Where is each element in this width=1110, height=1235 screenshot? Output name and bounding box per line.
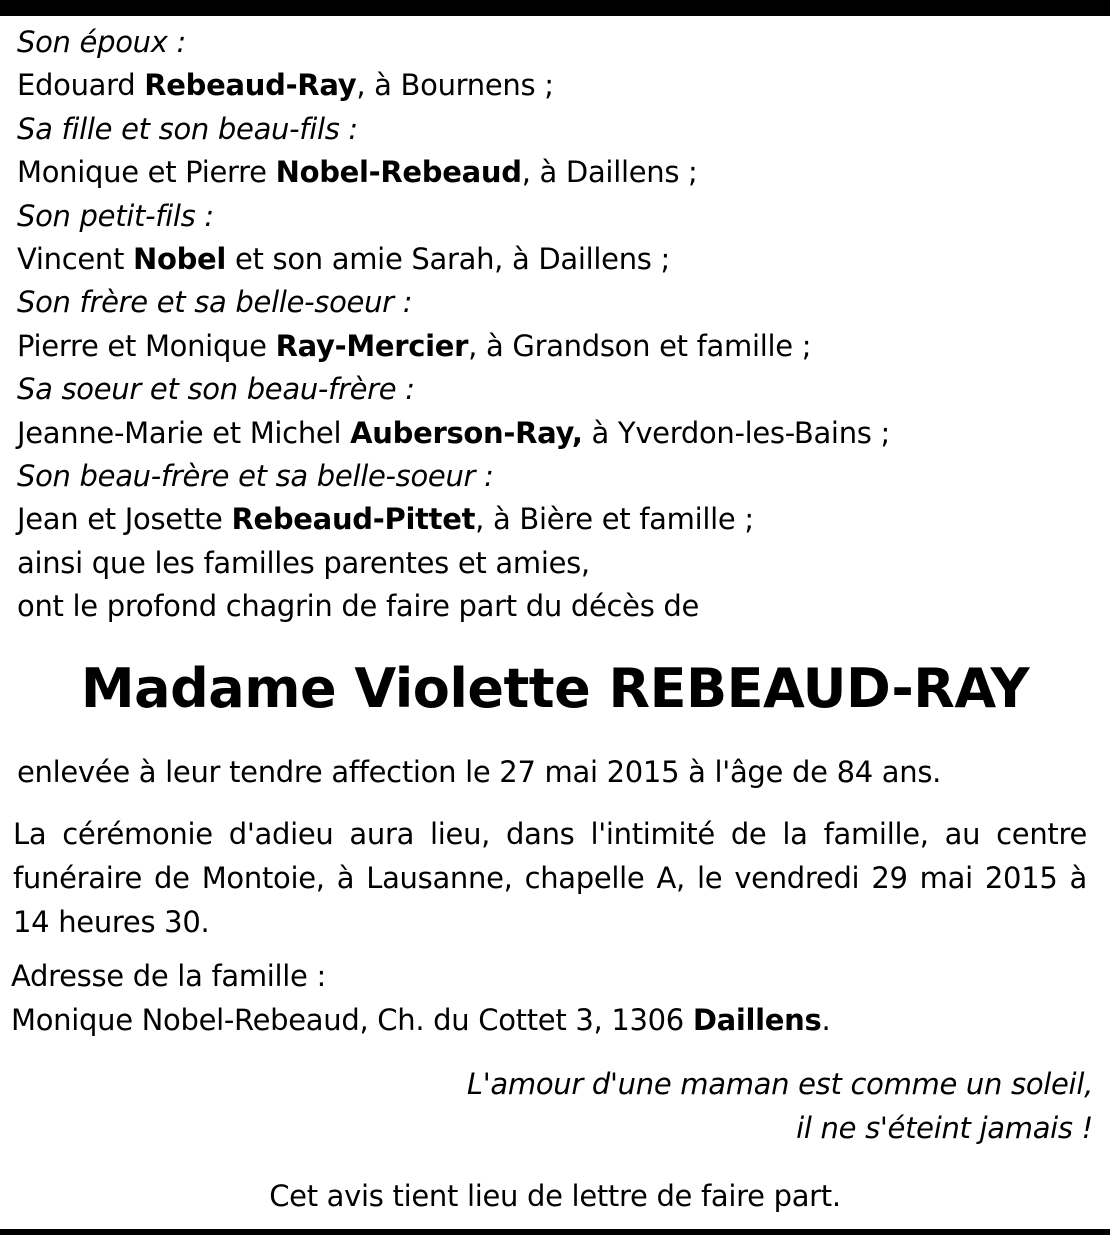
address-label: Adresse de la famille : (11, 959, 326, 993)
member-surname: Rebeaud-Pittet (231, 502, 476, 537)
address-end: . (821, 1003, 831, 1037)
family-list (17, 21, 1097, 628)
member-surname: Nobel-Rebeaud (275, 155, 522, 190)
member-place: et son amie Sarah, à Daillens ; (226, 241, 670, 276)
address-line (11, 998, 830, 1042)
relation-label: Sa soeur et son beau-frère : (17, 372, 415, 407)
deceased-name: Madame Violette REBEAUD-RAY (80, 657, 1030, 720)
death-statement: enlevée à leur tendre affection le 27 mai 2015 à l'âge de 84 ans. (17, 755, 942, 789)
member-names: Pierre et Monique (17, 328, 276, 363)
relation-label: Son petit-fils : (17, 198, 214, 233)
relation-label: Son époux : (17, 25, 186, 59)
relation-label: Sa fille et son beau-fils : (17, 111, 358, 146)
family-member-line (17, 151, 1097, 194)
memorial-quote (467, 1062, 1093, 1150)
member-surname: Auberson-Ray, (350, 415, 583, 450)
quote-line-2: il ne s'éteint jamais ! (796, 1111, 1093, 1145)
top-rule (0, 0, 1110, 16)
member-surname: Nobel (133, 241, 227, 276)
member-place: à Yverdon-les-Bains ; (582, 415, 890, 450)
family-member-line (17, 412, 1097, 455)
bottom-rule (0, 1229, 1110, 1235)
member-names: Edouard (17, 68, 145, 103)
family-member-line (17, 325, 1097, 368)
closing-line: ont le profond chagrin de faire part du décès de (17, 589, 700, 624)
member-names: Jeanne-Marie et Michel (17, 415, 351, 450)
member-names: Vincent (17, 241, 133, 276)
member-place: , à Bournens ; (356, 68, 554, 103)
member-place: , à Bière et famille ; (475, 502, 754, 537)
quote-line-1: L'amour d'une maman est comme un soleil, (466, 1067, 1093, 1101)
closing-line: ainsi que les familles parentes et amies, (17, 545, 590, 580)
ceremony-details: La cérémonie d'adieu aura lieu, dans l'intimité de la famille, au centre funéraire de Montoie, à Lausanne, chapelle A, le vendredi 29 mai 2015 à 14 heures 30. (13, 817, 1087, 939)
family-address (11, 954, 830, 1042)
member-names: Jean et Josette (17, 502, 232, 537)
member-names: Monique et Pierre (17, 155, 276, 190)
family-member-line (17, 238, 1097, 281)
member-surname: Ray-Mercier (275, 328, 469, 363)
member-place: , à Daillens ; (521, 155, 698, 190)
family-member-line (17, 498, 1097, 541)
notice-footer: Cet avis tient lieu de lettre de faire part. (269, 1179, 841, 1213)
member-surname: Rebeaud-Ray (144, 68, 357, 103)
relation-label: Son beau-frère et sa belle-soeur : (17, 458, 494, 493)
address-city: Daillens (692, 1003, 822, 1037)
relation-label: Son frère et sa belle-soeur : (17, 285, 413, 320)
family-member-line (17, 64, 1097, 107)
address-street: Monique Nobel-Rebeaud, Ch. du Cottet 3, 1306 (11, 1003, 693, 1037)
member-place: , à Grandson et famille ; (468, 328, 812, 363)
